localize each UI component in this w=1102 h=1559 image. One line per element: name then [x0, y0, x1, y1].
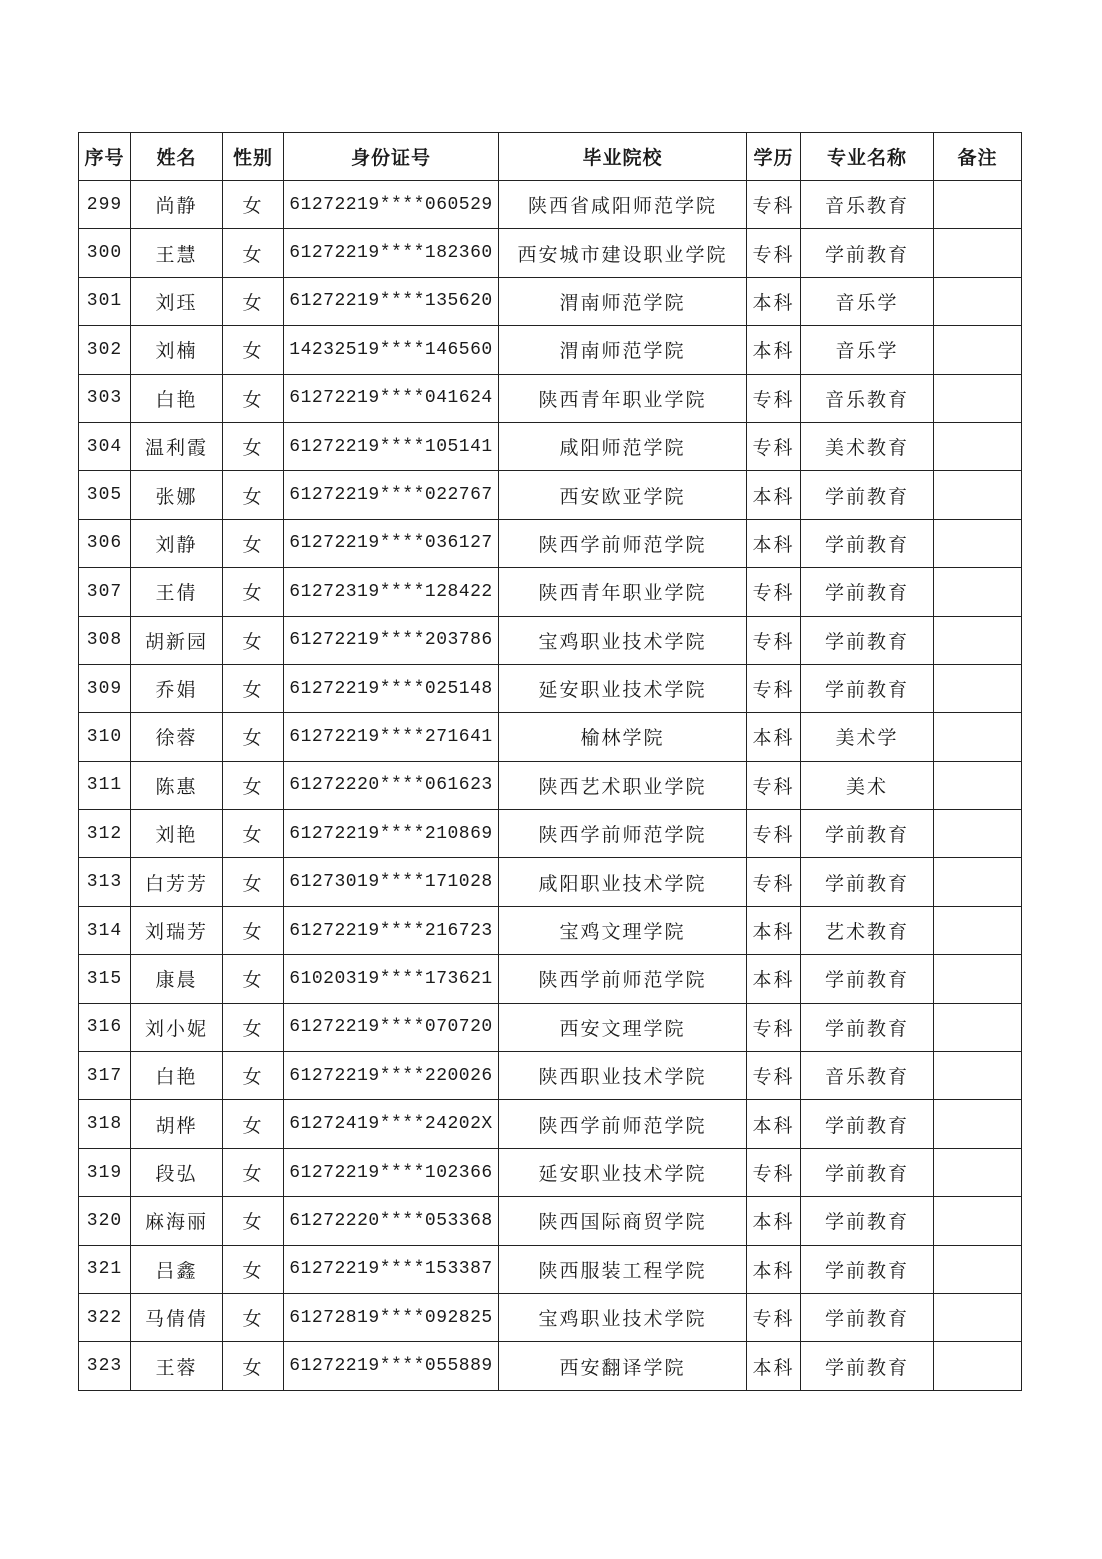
- cell-serial: 323: [79, 1342, 131, 1390]
- cell-gender: 女: [223, 1342, 284, 1390]
- cell-id-number: 61272219****153387: [284, 1245, 499, 1293]
- table-row: [79, 713, 1022, 761]
- table-row: [79, 1197, 1022, 1245]
- cell-gender: 女: [223, 713, 284, 761]
- cell-name: 胡新园: [131, 616, 223, 664]
- cell-serial: 301: [79, 277, 131, 325]
- cell-major: 美术教育: [801, 422, 934, 470]
- cell-remarks: [934, 713, 1022, 761]
- cell-serial: 317: [79, 1052, 131, 1100]
- cell-gender: 女: [223, 374, 284, 422]
- cell-major: 音乐教育: [801, 374, 934, 422]
- cell-name: 麻海丽: [131, 1197, 223, 1245]
- table-row: [79, 1342, 1022, 1390]
- cell-gender: 女: [223, 906, 284, 954]
- cell-name: 白艳: [131, 374, 223, 422]
- cell-education: 专科: [747, 1148, 801, 1196]
- roster-sheet: [78, 132, 1021, 1391]
- cell-id-number: 61272219****102366: [284, 1148, 499, 1196]
- cell-school: 陕西学前师范学院: [499, 955, 747, 1003]
- table-row: [79, 1003, 1022, 1051]
- cell-school: 咸阳职业技术学院: [499, 858, 747, 906]
- cell-name: 白芳芳: [131, 858, 223, 906]
- cell-name: 刘小妮: [131, 1003, 223, 1051]
- cell-education: 本科: [747, 955, 801, 1003]
- cell-education: 专科: [747, 616, 801, 664]
- cell-serial: 302: [79, 326, 131, 374]
- cell-school: 咸阳师范学院: [499, 422, 747, 470]
- cell-major: 学前教育: [801, 1003, 934, 1051]
- table-row: [79, 471, 1022, 519]
- cell-name: 胡桦: [131, 1100, 223, 1148]
- cell-remarks: [934, 955, 1022, 1003]
- cell-name: 王慧: [131, 229, 223, 277]
- cell-major: 学前教育: [801, 568, 934, 616]
- cell-major: 学前教育: [801, 1293, 934, 1341]
- cell-serial: 313: [79, 858, 131, 906]
- cell-school: 陕西职业技术学院: [499, 1052, 747, 1100]
- cell-id-number: 61272219****070720: [284, 1003, 499, 1051]
- cell-school: 延安职业技术学院: [499, 1148, 747, 1196]
- table-row: [79, 326, 1022, 374]
- cell-name: 刘艳: [131, 810, 223, 858]
- cell-remarks: [934, 1293, 1022, 1341]
- cell-education: 本科: [747, 1342, 801, 1390]
- cell-serial: 318: [79, 1100, 131, 1148]
- cell-name: 康晨: [131, 955, 223, 1003]
- cell-school: 陕西艺术职业学院: [499, 761, 747, 809]
- cell-education: 本科: [747, 906, 801, 954]
- cell-id-number: 61272220****061623: [284, 761, 499, 809]
- cell-serial: 310: [79, 713, 131, 761]
- header-school: 毕业院校: [499, 133, 747, 181]
- cell-education: 专科: [747, 568, 801, 616]
- cell-serial: 319: [79, 1148, 131, 1196]
- header-id-number: 身份证号: [284, 133, 499, 181]
- cell-major: 学前教育: [801, 955, 934, 1003]
- cell-remarks: [934, 471, 1022, 519]
- cell-gender: 女: [223, 422, 284, 470]
- cell-id-number: 61272219****060529: [284, 181, 499, 229]
- cell-major: 学前教育: [801, 1100, 934, 1148]
- table-row: [79, 181, 1022, 229]
- cell-education: 专科: [747, 229, 801, 277]
- table-header-row: [79, 133, 1022, 181]
- cell-major: 学前教育: [801, 1342, 934, 1390]
- cell-school: 陕西学前师范学院: [499, 1100, 747, 1148]
- table-row: [79, 277, 1022, 325]
- cell-major: 美术: [801, 761, 934, 809]
- cell-id-number: 61272219****271641: [284, 713, 499, 761]
- table-row: [79, 519, 1022, 567]
- cell-id-number: 61272219****203786: [284, 616, 499, 664]
- cell-name: 刘瑞芳: [131, 906, 223, 954]
- cell-education: 本科: [747, 1245, 801, 1293]
- cell-school: 陕西青年职业学院: [499, 568, 747, 616]
- cell-name: 段弘: [131, 1148, 223, 1196]
- cell-gender: 女: [223, 1052, 284, 1100]
- cell-serial: 309: [79, 664, 131, 712]
- cell-gender: 女: [223, 1003, 284, 1051]
- table-row: [79, 374, 1022, 422]
- cell-name: 刘珏: [131, 277, 223, 325]
- cell-name: 刘静: [131, 519, 223, 567]
- cell-major: 音乐学: [801, 277, 934, 325]
- cell-id-number: 61272819****092825: [284, 1293, 499, 1341]
- cell-id-number: 61273019****171028: [284, 858, 499, 906]
- cell-name: 白艳: [131, 1052, 223, 1100]
- cell-gender: 女: [223, 568, 284, 616]
- table-row: [79, 1148, 1022, 1196]
- cell-education: 本科: [747, 1197, 801, 1245]
- cell-major: 学前教育: [801, 1245, 934, 1293]
- table-row: [79, 229, 1022, 277]
- table-row: [79, 664, 1022, 712]
- cell-education: 专科: [747, 858, 801, 906]
- cell-id-number: 61272219****022767: [284, 471, 499, 519]
- cell-name: 徐蓉: [131, 713, 223, 761]
- cell-name: 马倩倩: [131, 1293, 223, 1341]
- cell-education: 专科: [747, 664, 801, 712]
- cell-name: 乔娟: [131, 664, 223, 712]
- table-row: [79, 568, 1022, 616]
- cell-gender: 女: [223, 326, 284, 374]
- cell-remarks: [934, 568, 1022, 616]
- cell-education: 专科: [747, 1052, 801, 1100]
- cell-serial: 312: [79, 810, 131, 858]
- cell-remarks: [934, 277, 1022, 325]
- cell-remarks: [934, 1003, 1022, 1051]
- cell-education: 专科: [747, 181, 801, 229]
- cell-gender: 女: [223, 1100, 284, 1148]
- cell-name: 温利霞: [131, 422, 223, 470]
- cell-gender: 女: [223, 229, 284, 277]
- cell-id-number: 61272219****025148: [284, 664, 499, 712]
- cell-id-number: 61272219****210869: [284, 810, 499, 858]
- cell-major: 学前教育: [801, 519, 934, 567]
- cell-school: 陕西青年职业学院: [499, 374, 747, 422]
- header-gender: 性别: [223, 133, 284, 181]
- cell-major: 学前教育: [801, 1148, 934, 1196]
- cell-name: 张娜: [131, 471, 223, 519]
- cell-major: 艺术教育: [801, 906, 934, 954]
- cell-school: 西安翻译学院: [499, 1342, 747, 1390]
- cell-education: 专科: [747, 761, 801, 809]
- cell-gender: 女: [223, 1148, 284, 1196]
- cell-remarks: [934, 1197, 1022, 1245]
- cell-education: 本科: [747, 519, 801, 567]
- cell-education: 本科: [747, 277, 801, 325]
- cell-remarks: [934, 422, 1022, 470]
- cell-id-number: 61272219****220026: [284, 1052, 499, 1100]
- table-row: [79, 1293, 1022, 1341]
- cell-remarks: [934, 326, 1022, 374]
- roster-table: [78, 132, 1022, 1391]
- cell-major: 学前教育: [801, 1197, 934, 1245]
- cell-serial: 304: [79, 422, 131, 470]
- cell-serial: 322: [79, 1293, 131, 1341]
- cell-school: 陕西学前师范学院: [499, 810, 747, 858]
- cell-serial: 308: [79, 616, 131, 664]
- cell-gender: 女: [223, 955, 284, 1003]
- cell-education: 专科: [747, 374, 801, 422]
- cell-remarks: [934, 810, 1022, 858]
- cell-school: 榆林学院: [499, 713, 747, 761]
- cell-serial: 300: [79, 229, 131, 277]
- table-row: [79, 1245, 1022, 1293]
- cell-remarks: [934, 1100, 1022, 1148]
- cell-gender: 女: [223, 761, 284, 809]
- cell-serial: 299: [79, 181, 131, 229]
- cell-major: 学前教育: [801, 810, 934, 858]
- cell-serial: 316: [79, 1003, 131, 1051]
- cell-serial: 321: [79, 1245, 131, 1293]
- cell-gender: 女: [223, 519, 284, 567]
- cell-school: 宝鸡职业技术学院: [499, 616, 747, 664]
- cell-gender: 女: [223, 277, 284, 325]
- cell-education: 专科: [747, 422, 801, 470]
- cell-id-number: 61272219****216723: [284, 906, 499, 954]
- table-row: [79, 955, 1022, 1003]
- cell-gender: 女: [223, 1293, 284, 1341]
- cell-serial: 320: [79, 1197, 131, 1245]
- cell-id-number: 61272220****053368: [284, 1197, 499, 1245]
- cell-name: 陈惠: [131, 761, 223, 809]
- table-row: [79, 906, 1022, 954]
- cell-education: 专科: [747, 1003, 801, 1051]
- cell-id-number: 61272219****105141: [284, 422, 499, 470]
- table-body: [79, 181, 1022, 1391]
- cell-education: 本科: [747, 326, 801, 374]
- cell-id-number: 61272219****055889: [284, 1342, 499, 1390]
- table-row: [79, 1100, 1022, 1148]
- cell-school: 宝鸡文理学院: [499, 906, 747, 954]
- cell-school: 陕西服装工程学院: [499, 1245, 747, 1293]
- cell-remarks: [934, 519, 1022, 567]
- header-serial: 序号: [79, 133, 131, 181]
- cell-serial: 305: [79, 471, 131, 519]
- cell-id-number: 61020319****173621: [284, 955, 499, 1003]
- cell-id-number: 61272219****041624: [284, 374, 499, 422]
- cell-school: 陕西省咸阳师范学院: [499, 181, 747, 229]
- cell-gender: 女: [223, 664, 284, 712]
- header-remarks: 备注: [934, 133, 1022, 181]
- cell-education: 专科: [747, 810, 801, 858]
- cell-gender: 女: [223, 616, 284, 664]
- cell-school: 渭南师范学院: [499, 326, 747, 374]
- cell-serial: 315: [79, 955, 131, 1003]
- cell-major: 音乐学: [801, 326, 934, 374]
- cell-remarks: [934, 1245, 1022, 1293]
- cell-major: 学前教育: [801, 471, 934, 519]
- cell-education: 本科: [747, 1100, 801, 1148]
- table-row: [79, 810, 1022, 858]
- cell-school: 陕西学前师范学院: [499, 519, 747, 567]
- cell-name: 吕鑫: [131, 1245, 223, 1293]
- cell-serial: 307: [79, 568, 131, 616]
- cell-school: 西安城市建设职业学院: [499, 229, 747, 277]
- cell-school: 西安文理学院: [499, 1003, 747, 1051]
- header-name: 姓名: [131, 133, 223, 181]
- cell-name: 王倩: [131, 568, 223, 616]
- table-row: [79, 422, 1022, 470]
- cell-serial: 314: [79, 906, 131, 954]
- cell-school: 渭南师范学院: [499, 277, 747, 325]
- cell-remarks: [934, 906, 1022, 954]
- cell-id-number: 61272219****135620: [284, 277, 499, 325]
- cell-gender: 女: [223, 810, 284, 858]
- cell-gender: 女: [223, 471, 284, 519]
- cell-serial: 311: [79, 761, 131, 809]
- cell-remarks: [934, 1342, 1022, 1390]
- cell-education: 本科: [747, 471, 801, 519]
- table-row: [79, 616, 1022, 664]
- header-education: 学历: [747, 133, 801, 181]
- cell-major: 学前教育: [801, 858, 934, 906]
- cell-major: 学前教育: [801, 616, 934, 664]
- cell-remarks: [934, 616, 1022, 664]
- cell-gender: 女: [223, 858, 284, 906]
- cell-major: 学前教育: [801, 664, 934, 712]
- table-row: [79, 761, 1022, 809]
- cell-remarks: [934, 1052, 1022, 1100]
- cell-education: 专科: [747, 1293, 801, 1341]
- cell-remarks: [934, 181, 1022, 229]
- cell-school: 延安职业技术学院: [499, 664, 747, 712]
- cell-education: 本科: [747, 713, 801, 761]
- cell-school: 陕西国际商贸学院: [499, 1197, 747, 1245]
- cell-remarks: [934, 229, 1022, 277]
- cell-remarks: [934, 858, 1022, 906]
- cell-major: 学前教育: [801, 229, 934, 277]
- cell-id-number: 14232519****146560: [284, 326, 499, 374]
- cell-id-number: 61272219****036127: [284, 519, 499, 567]
- cell-id-number: 61272219****182360: [284, 229, 499, 277]
- cell-major: 音乐教育: [801, 1052, 934, 1100]
- cell-gender: 女: [223, 1245, 284, 1293]
- cell-serial: 306: [79, 519, 131, 567]
- cell-major: 美术学: [801, 713, 934, 761]
- cell-remarks: [934, 761, 1022, 809]
- cell-remarks: [934, 374, 1022, 422]
- cell-name: 尚静: [131, 181, 223, 229]
- cell-name: 王蓉: [131, 1342, 223, 1390]
- cell-gender: 女: [223, 181, 284, 229]
- cell-serial: 303: [79, 374, 131, 422]
- cell-school: 西安欧亚学院: [499, 471, 747, 519]
- cell-major: 音乐教育: [801, 181, 934, 229]
- cell-name: 刘楠: [131, 326, 223, 374]
- cell-gender: 女: [223, 1197, 284, 1245]
- header-major: 专业名称: [801, 133, 934, 181]
- cell-remarks: [934, 1148, 1022, 1196]
- cell-remarks: [934, 664, 1022, 712]
- cell-id-number: 61272319****128422: [284, 568, 499, 616]
- cell-id-number: 61272419****24202X: [284, 1100, 499, 1148]
- table-row: [79, 858, 1022, 906]
- table-row: [79, 1052, 1022, 1100]
- cell-school: 宝鸡职业技术学院: [499, 1293, 747, 1341]
